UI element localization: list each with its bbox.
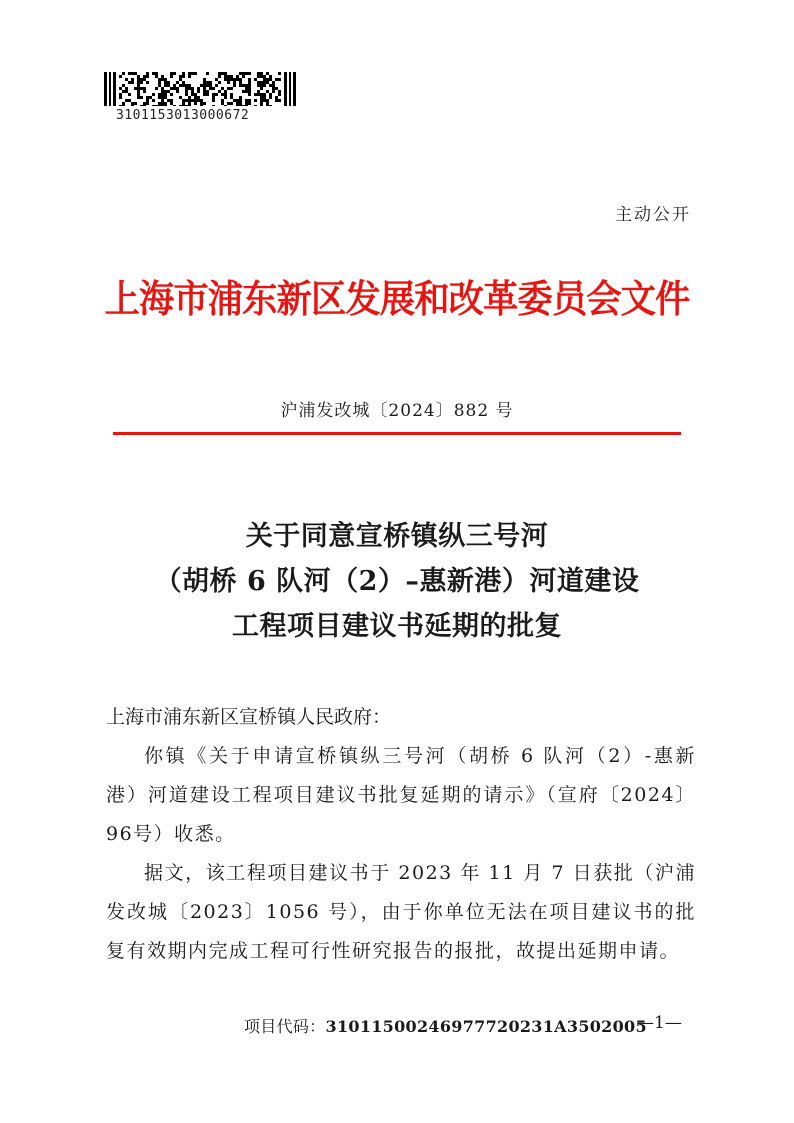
- project-code-label: 项目代码：: [244, 1017, 326, 1036]
- salutation: 上海市浦东新区宣桥镇人民政府：: [106, 706, 392, 728]
- title-line-2: （胡桥 6 队河（2）–惠新港）河道建设: [154, 566, 640, 597]
- document-title: [0, 514, 794, 649]
- title-line-3: 工程项目建议书延期的批复: [232, 611, 562, 642]
- paragraph-2: 据文，该工程项目建议书于 2023 年 11 月 7 日获批（沪浦发改城〔2023〕1056 号），由于你单位无法在项目建议书的批复有效期内完成工程可行性研究报告的报批，故提出延期申请。: [106, 862, 696, 962]
- barcode-number: 3101153013000672: [116, 108, 250, 123]
- document-body: [106, 698, 696, 971]
- red-divider-line: [113, 432, 681, 435]
- title-line-1: 关于同意宣桥镇纵三号河: [245, 521, 549, 552]
- page-number: —1—: [637, 1013, 682, 1033]
- issuer-letterhead: 上海市浦东新区发展和改革委员会文件: [104, 276, 690, 321]
- project-code-value: 31011500246977720231A3502005: [325, 1017, 647, 1036]
- document-number: 沪浦发改城〔2024〕882 号: [280, 401, 514, 421]
- disclosure-label: 主动公开: [615, 205, 691, 225]
- barcode-image: [104, 72, 296, 106]
- project-code: [244, 1014, 647, 1037]
- paragraph-1: 你镇《关于申请宣桥镇纵三号河（胡桥 6 队河（2）-惠新港）河道建设工程项目建议书批复延期的请示》（宣府〔2024〕96号）收悉。: [106, 745, 696, 845]
